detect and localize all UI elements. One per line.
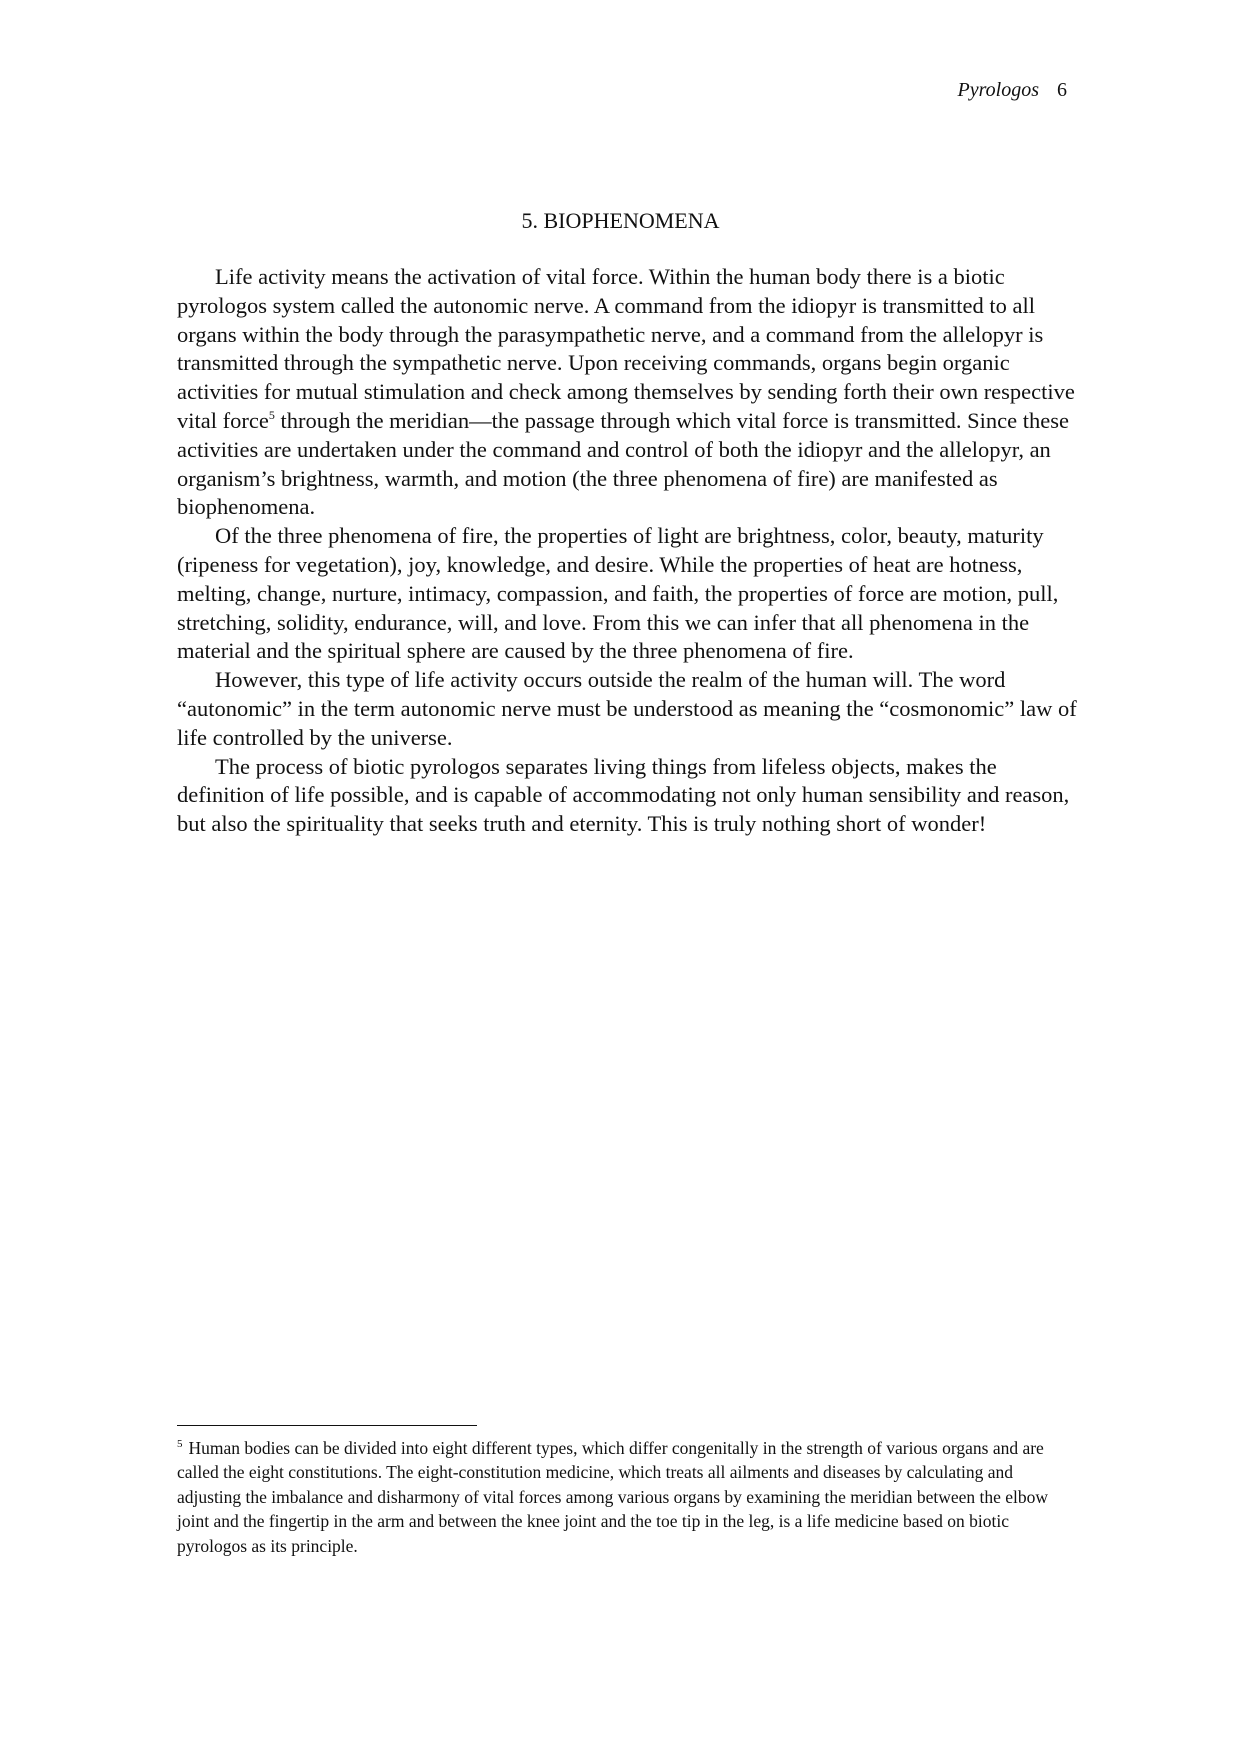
paragraph-1-text-b: through the meridian—the passage through which vital force is transmitted. Since these activities are undertaken under the command and control of both the idiopyr and the allelopyr, an organism’s brightness, warmth, and motion (the three phenomena of fire) are manifested as biophenomena. (177, 407, 1069, 520)
footnote (177, 1436, 1057, 1558)
page-number: 6 (1057, 79, 1067, 101)
section-title: 5. BIOPHENOMENA (521, 208, 720, 233)
paragraph-1-text-a: Life activity means the activation of vital force. Within the human body there is a biotic pyrologos system called the autonomic nerve. A command from the idiopyr is transmitted to all organs within the body through the parasympathetic nerve, and a command from the allelopyr is transmitted through the sympathetic nerve. Upon receiving commands, organs begin organic activities for mutual stimulation and check among themselves by sending forth their own respective vital force (177, 264, 1075, 433)
paragraph-1 (177, 263, 1077, 522)
paragraph-4: The process of biotic pyrologos separates living things from lifeless objects, makes the definition of life possible, and is capable of accommodating not only human sensibility and reason, but also the spirituality that seeks truth and eternity. This is truly nothing short of wonder! (177, 753, 1070, 837)
paragraph-3: However, this type of life activity occurs outside the realm of the human will. The word “autonomic” in the term autonomic nerve must be understood as meaning the “cosmonomic” law of life controlled by the universe. (177, 667, 1077, 750)
footnote-divider (177, 1425, 477, 1426)
footnote-ref-5: 5 (268, 407, 275, 422)
footnote-marker: 5 (177, 1438, 183, 1450)
body-text (177, 263, 1077, 839)
paragraph-2: Of the three phenomena of fire, the properties of light are brightness, color, beauty, maturity (ripeness for vegetation), joy, knowledge, and desire. While the properties of heat are hotness, melting, change, nurture, intimacy, compassion, and faith, the properties of force are motion, pull, stretching, solidity, endurance, will, and love. From this we can infer that all phenomena in the material and the spiritual sphere are caused by the three phenomena of fire. (177, 523, 1059, 664)
running-head (958, 78, 1067, 102)
footnote-text: Human bodies can be divided into eight different types, which differ congenitally in the strength of various organs and are called the eight constitutions. The eight-constitution medicine, which treats all ailments and diseases by calculating and adjusting the imbalance and disharmony of vital forces among various organs by examining the meridian between the elbow joint and the fingertip in the arm and between the knee joint and the toe tip in the leg, is a life medicine based on biotic pyrologos as its principle. (177, 1438, 1049, 1556)
running-head-title: Pyrologos (957, 79, 1039, 101)
